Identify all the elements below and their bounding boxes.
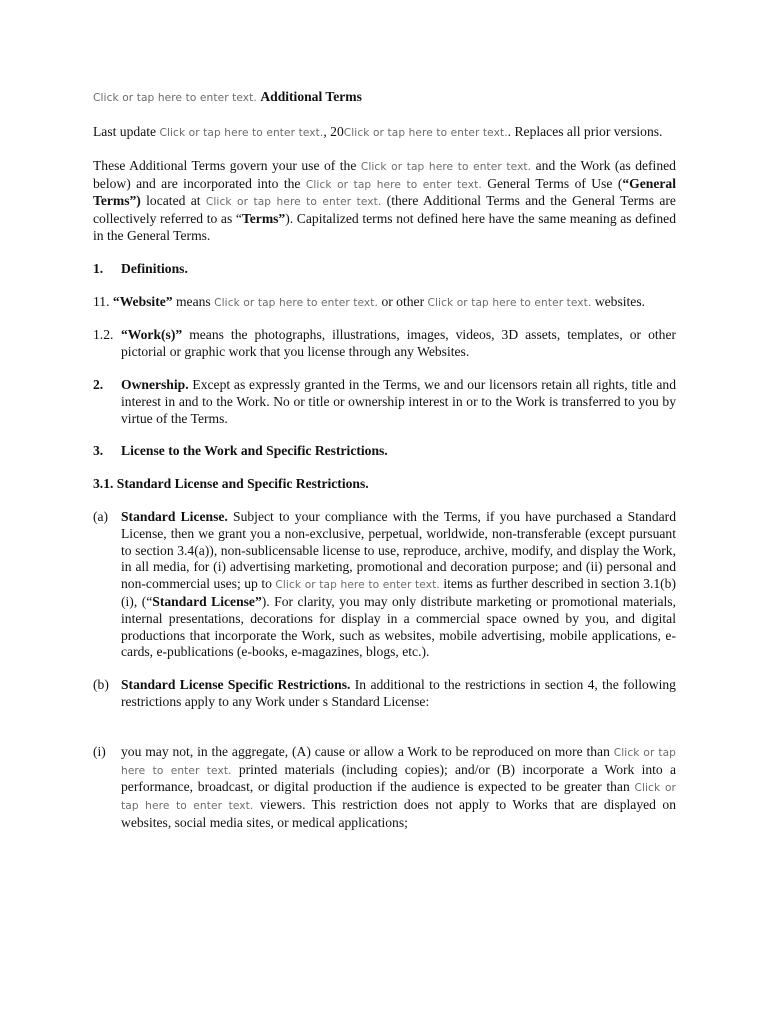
subsection-heading: 3.1. Standard License and Specific Restrictions. xyxy=(93,476,369,492)
terms-term: Terms” xyxy=(241,211,286,227)
last-update-line xyxy=(93,124,676,142)
intro-text: (there Additional Terms and the General Terms are collectively referred to as “ xyxy=(93,193,676,227)
definition-text: means xyxy=(175,293,211,309)
definition-website xyxy=(93,294,676,312)
definition-text: or other xyxy=(381,293,425,309)
general-terms-term: “General Terms”) xyxy=(93,175,676,209)
clause-text: you may not, in the aggregate, (A) cause or allow a Work to be reproduced on more than xyxy=(121,743,610,759)
clause-text: viewers. This restriction does not apply to Works that are displayed on websites, social media sites, or medical applications; xyxy=(121,797,677,830)
placeholder-field[interactable]: Click or tap here to enter text. xyxy=(214,296,379,309)
clause-body xyxy=(121,509,676,661)
last-update-label: Last update xyxy=(93,124,157,139)
placeholder-field[interactable]: Click or tap here to enter text. xyxy=(305,178,482,191)
section-text: Except as expressly granted in the Terms, we and our licensors retain all rights, title and interest in and to the Work. No or title or ownership interest in or to the Work is transferred to you by virtue of the Terms. xyxy=(121,376,677,426)
clause-a xyxy=(93,509,676,661)
intro-text: located at xyxy=(146,193,201,209)
section-heading: Ownership. xyxy=(121,376,189,392)
clause-body xyxy=(121,677,676,711)
placeholder-field[interactable]: Click or tap here to enter text. xyxy=(93,92,257,104)
section-number: 3. xyxy=(93,443,104,459)
document-title: Additional Terms xyxy=(260,89,362,104)
placeholder-field[interactable]: Click or tap here to enter text. xyxy=(121,782,677,813)
section-number: 2. xyxy=(93,376,104,392)
clause-i xyxy=(93,744,676,832)
placeholder-field[interactable]: Click or tap here to enter text. xyxy=(275,579,440,592)
clause-text: printed materials (including copies); and/or (B) incorporate a Work into a performance, broadcast, or digital production if the audience is expected to be greater than xyxy=(121,761,676,795)
comma: , xyxy=(323,124,327,139)
section-1-heading xyxy=(93,261,676,278)
clause-text: In additional to the restrictions in section 4, the following restrictions apply to any Work under s Standard License: xyxy=(121,677,676,709)
defined-term: “Website” xyxy=(112,293,173,309)
definition-text: means the photographs, illustrations, images, videos, 3D assets, templates, or other pictorial or graphic work that you license through any Websites. xyxy=(121,327,677,360)
placeholder-field[interactable]: Click or tap here to enter text. xyxy=(343,127,508,139)
title-line xyxy=(93,88,676,107)
defined-term: “Work(s)” xyxy=(121,327,183,343)
standard-license-term: Standard License” xyxy=(152,593,262,609)
clause-text: Subject to your compliance with the Terms, if you have purchased a Standard License, then we grant you a non-exclusive, perpetual, worldwide, non-transferable (except pursuant to section 3.4(a)), non-sublicensable license to use, reproduce, archive, modify, and display the Work, in all media, for (i) advertising marketing, promotional and decoration purpose; and (ii) personal and non-commercial uses; up to xyxy=(121,508,676,592)
clause-body xyxy=(121,744,676,832)
placeholder-field[interactable]: Click or tap here to enter text. xyxy=(360,160,532,173)
intro-text: General Terms of Use ( xyxy=(487,175,623,191)
intro-text: ). Capitalized terms not defined here have the same meaning as defined in the General Terms. xyxy=(93,211,676,243)
section-heading: Definitions. xyxy=(121,260,188,276)
section-body xyxy=(121,377,676,427)
clause-b xyxy=(93,677,676,711)
definition-work xyxy=(93,327,676,361)
definition-body xyxy=(121,327,676,361)
document-body xyxy=(93,88,676,832)
definition-text: websites. xyxy=(594,293,646,309)
clause-number: (a) xyxy=(93,508,109,524)
placeholder-field[interactable]: Click or tap here to enter text. xyxy=(205,196,382,209)
last-update-suffix: . Replaces all prior versions. xyxy=(507,124,663,139)
placeholder-field[interactable]: Click or tap here to enter text. xyxy=(159,127,324,139)
year-prefix: 20 xyxy=(330,124,344,139)
clause-number: 1.2. xyxy=(93,327,114,343)
placeholder-field[interactable]: Click or tap here to enter text. xyxy=(427,296,592,309)
clause-text: items as further described in section 3.1(b)(i), (“ xyxy=(121,576,676,609)
section-number: 1. xyxy=(93,260,104,276)
clause-heading: Standard License. xyxy=(121,508,228,524)
section-3-1-heading xyxy=(93,476,676,493)
intro-text: and the Work (as defined below) and are incorporated into the xyxy=(93,157,676,191)
clause-number: 11. xyxy=(93,293,110,309)
intro-paragraph xyxy=(93,158,676,245)
clause-number: (i) xyxy=(93,743,106,759)
clause-heading: Standard License Specific Restrictions. xyxy=(121,677,351,693)
section-heading: License to the Work and Specific Restrictions. xyxy=(121,443,388,459)
clause-number: (b) xyxy=(93,677,109,693)
placeholder-field[interactable]: Click or tap here to enter text. xyxy=(121,746,676,777)
clause-text: ). For clarity, you may only distribute marketing or promotional materials, internal presentations, decorations for display in a commercial space owned by you, and digital productions that incorporate the Work, such as websites, mobile advertising, mobile applications, e-cards, e-publications (e-books, e-magazines, blogs, etc.). xyxy=(121,593,676,660)
section-3-heading xyxy=(93,443,676,460)
intro-text: These Additional Terms govern your use of the xyxy=(93,157,357,173)
section-2 xyxy=(93,377,676,427)
